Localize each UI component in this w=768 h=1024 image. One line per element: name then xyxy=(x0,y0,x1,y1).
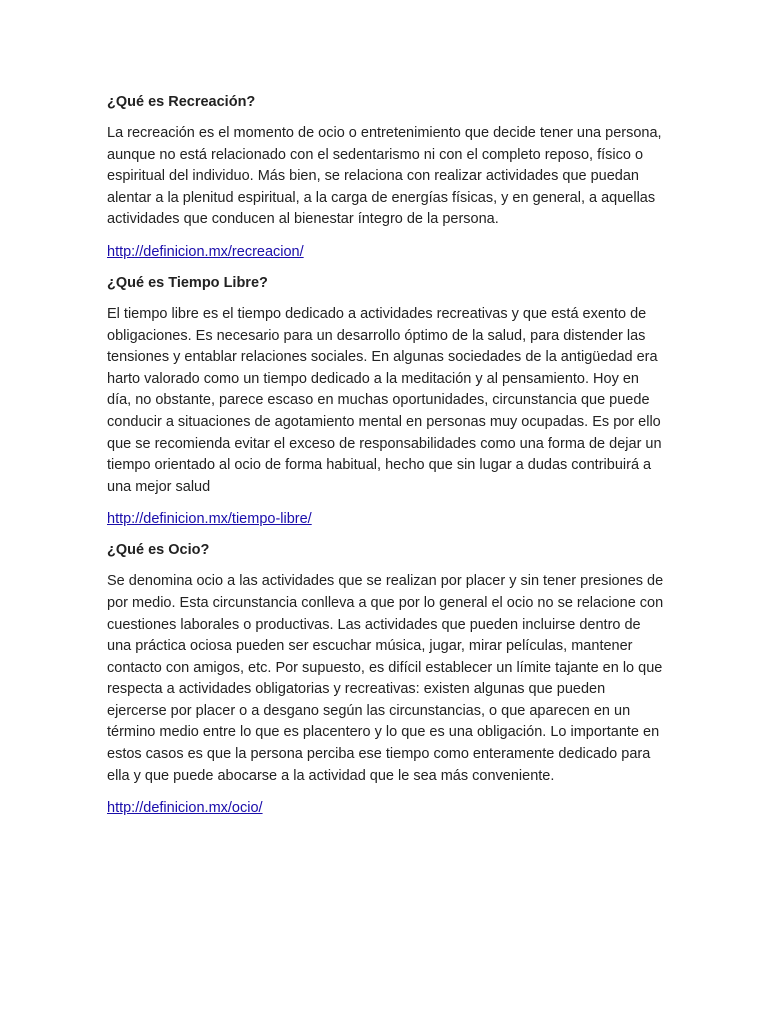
source-link[interactable]: http://definicion.mx/tiempo-libre/ xyxy=(107,511,312,528)
section-tiempo-libre xyxy=(107,273,668,540)
section-recreacion xyxy=(107,92,668,273)
source-link[interactable]: http://definicion.mx/ocio/ xyxy=(107,800,263,817)
section-paragraph: Se denomina ocio a las actividades que se realizan por placer y sin tener presiones de por medio. Esta circunstancia conlleva a que por lo general el ocio no se relacione con cuestiones laborales o productivas. Las actividades que pueden incluirse dentro de una práctica ociosa pueden ser escuchar música, jugar, mirar películas, mantener contacto con amigos, etc. Por supuesto, es difícil establecer un límite tajante en lo que respecta a actividades obligatorias y recreativas: existen algunas que pueden ejercerse por placer o a desgano según las circunstancias, o que aparecen en un término medio entre lo que es placentero y lo que es una obligación. Lo importante en estos casos es que la persona perciba ese tiempo como enteramente dedicado para ella y que puede abocarse a la actividad que le sea más conveniente. xyxy=(107,573,664,784)
section-ocio xyxy=(107,540,668,829)
section-title: ¿Qué es Ocio? xyxy=(107,542,210,559)
section-paragraph: La recreación es el momento de ocio o entretenimiento que decide tener una persona, aunque no está relacionado con el sedentarismo ni con el completo reposo, físico o espiritual del individuo. Más bien, se relaciona con realizar actividades que puedan alentar a la plenitud espiritual, a la carga de energías físicas, y en general, a aquellas actividades que conducen al bienestar íntegro de la persona. xyxy=(107,125,662,228)
source-link[interactable]: http://definicion.mx/recreacion/ xyxy=(107,243,304,260)
section-title: ¿Qué es Tiempo Libre? xyxy=(107,274,268,291)
section-title: ¿Qué es Recreación? xyxy=(107,94,256,110)
section-paragraph: El tiempo libre es el tiempo dedicado a actividades recreativas y que está exento de obligaciones. Es necesario para un desarrollo óptimo de la salud, para distender las tensiones y entablar relaciones sociales. En algunas sociedades de la antigüedad era harto valorado como un tiempo dedicado a la meditación y al pensamiento. Hoy en día, no obstante, parece escaso en muchas oportunidades, circunstancia que puede conducir a situaciones de agotamiento mental en personas muy ocupadas. Es por ello que se recomienda evitar el exceso de responsabilidades como una forma de dejar un tiempo orientado al ocio de forma habitual, hecho que sin lugar a dudas contribuirá a una mejor salud xyxy=(107,305,662,495)
